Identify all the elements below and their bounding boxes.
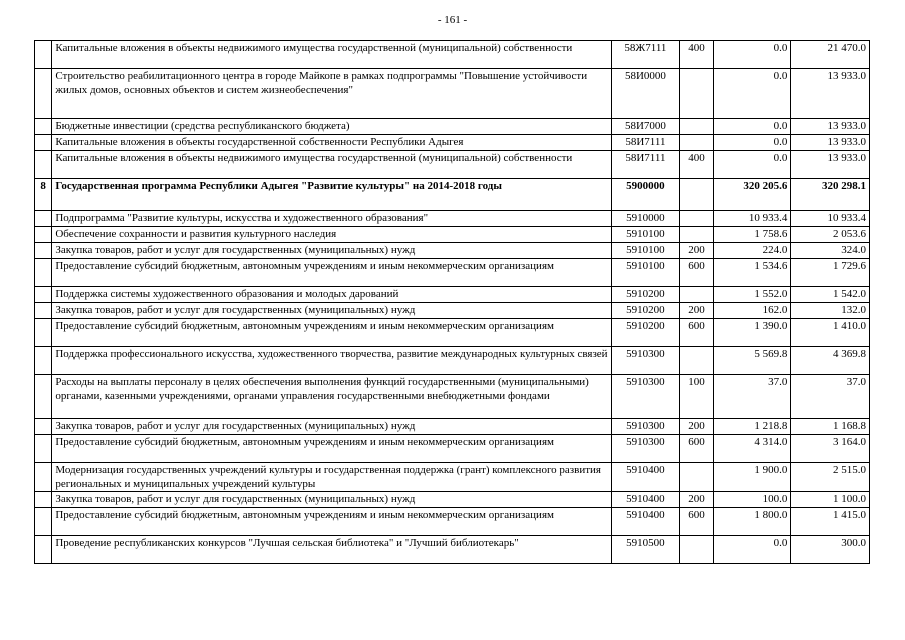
row-code: 58Ж7111 xyxy=(611,41,679,69)
row-code: 5910200 xyxy=(611,319,679,347)
row-expense-type xyxy=(680,463,714,492)
row-expense-type xyxy=(680,211,714,227)
row-code: 5910000 xyxy=(611,211,679,227)
table-row xyxy=(35,69,870,119)
budget-table-body xyxy=(35,41,870,564)
row-value-2015: 1 410.0 xyxy=(791,319,870,347)
row-value-2014: 37.0 xyxy=(713,375,791,419)
row-name: Бюджетные инвестиции (средства республиканского бюджета) xyxy=(52,119,611,135)
row-number xyxy=(35,151,52,179)
row-value-2014: 0.0 xyxy=(713,41,791,69)
row-expense-type xyxy=(680,347,714,375)
row-number xyxy=(35,419,52,435)
row-expense-type: 400 xyxy=(680,41,714,69)
row-name: Поддержка профессионального искусства, художественного творчества, развитие международных культурных связей xyxy=(52,347,611,375)
row-value-2014: 1 552.0 xyxy=(713,287,791,303)
row-name: Предоставление субсидий бюджетным, автономным учреждениям и иным некоммерческим организациям xyxy=(52,435,611,463)
row-value-2014: 4 314.0 xyxy=(713,435,791,463)
row-code: 5910400 xyxy=(611,463,679,492)
row-value-2014: 0.0 xyxy=(713,69,791,119)
row-name: Обеспечение сохранности и развития культурного наследия xyxy=(52,227,611,243)
table-row xyxy=(35,347,870,375)
row-code: 5900000 xyxy=(611,179,679,211)
row-value-2014: 162.0 xyxy=(713,303,791,319)
row-code: 5910400 xyxy=(611,492,679,508)
row-number xyxy=(35,41,52,69)
row-expense-type: 200 xyxy=(680,243,714,259)
row-expense-type xyxy=(680,536,714,564)
row-number: 8 xyxy=(35,179,52,211)
row-code: 5910100 xyxy=(611,259,679,287)
row-value-2015: 21 470.0 xyxy=(791,41,870,69)
row-value-2015: 132.0 xyxy=(791,303,870,319)
row-expense-type xyxy=(680,69,714,119)
row-name: Проведение республиканских конкурсов "Лучшая сельская библиотека" и "Лучший библиотекарь" xyxy=(52,536,611,564)
table-row xyxy=(35,303,870,319)
row-number xyxy=(35,303,52,319)
row-expense-type xyxy=(680,227,714,243)
row-expense-type: 600 xyxy=(680,508,714,536)
row-number xyxy=(35,347,52,375)
row-value-2014: 10 933.4 xyxy=(713,211,791,227)
table-row xyxy=(35,135,870,151)
row-value-2014: 0.0 xyxy=(713,135,791,151)
row-value-2014: 5 569.8 xyxy=(713,347,791,375)
table-row xyxy=(35,463,870,492)
table-row xyxy=(35,435,870,463)
row-expense-type xyxy=(680,287,714,303)
row-code: 5910300 xyxy=(611,375,679,419)
row-number xyxy=(35,135,52,151)
table-row xyxy=(35,492,870,508)
row-expense-type: 200 xyxy=(680,303,714,319)
row-value-2015: 13 933.0 xyxy=(791,135,870,151)
row-number xyxy=(35,536,52,564)
row-name: Капитальные вложения в объекты недвижимого имущества государственной (муниципальной) собственности xyxy=(52,41,611,69)
row-number xyxy=(35,508,52,536)
row-value-2014: 1 900.0 xyxy=(713,463,791,492)
table-row xyxy=(35,259,870,287)
row-expense-type: 600 xyxy=(680,435,714,463)
table-row xyxy=(35,211,870,227)
row-number xyxy=(35,375,52,419)
row-expense-type: 100 xyxy=(680,375,714,419)
row-value-2014: 0.0 xyxy=(713,151,791,179)
table-row xyxy=(35,375,870,419)
row-expense-type: 200 xyxy=(680,419,714,435)
row-value-2014: 1 758.6 xyxy=(713,227,791,243)
row-value-2015: 1 100.0 xyxy=(791,492,870,508)
table-row xyxy=(35,419,870,435)
row-name: Закупка товаров, работ и услуг для государственных (муниципальных) нужд xyxy=(52,303,611,319)
table-row xyxy=(35,508,870,536)
row-name: Предоставление субсидий бюджетным, автономным учреждениям и иным некоммерческим организациям xyxy=(52,508,611,536)
row-code: 58И7000 xyxy=(611,119,679,135)
row-number xyxy=(35,69,52,119)
table-row xyxy=(35,536,870,564)
row-expense-type: 600 xyxy=(680,259,714,287)
row-value-2014: 1 534.6 xyxy=(713,259,791,287)
row-code: 58И7111 xyxy=(611,135,679,151)
row-name: Подпрограмма "Развитие культуры, искусства и художественного образования" xyxy=(52,211,611,227)
row-value-2015: 1 542.0 xyxy=(791,287,870,303)
budget-table xyxy=(34,40,870,564)
row-number xyxy=(35,463,52,492)
row-value-2015: 13 933.0 xyxy=(791,119,870,135)
row-expense-type xyxy=(680,119,714,135)
row-expense-type: 400 xyxy=(680,151,714,179)
row-name: Предоставление субсидий бюджетным, автономным учреждениям и иным некоммерческим организациям xyxy=(52,259,611,287)
row-number xyxy=(35,319,52,347)
row-value-2014: 100.0 xyxy=(713,492,791,508)
row-code: 58И7111 xyxy=(611,151,679,179)
row-name: Капитальные вложения в объекты недвижимого имущества государственной (муниципальной) собственности xyxy=(52,151,611,179)
row-value-2014: 1 800.0 xyxy=(713,508,791,536)
table-row xyxy=(35,319,870,347)
row-value-2015: 1 168.8 xyxy=(791,419,870,435)
row-value-2015: 320 298.1 xyxy=(791,179,870,211)
row-value-2015: 2 053.6 xyxy=(791,227,870,243)
row-name: Закупка товаров, работ и услуг для государственных (муниципальных) нужд xyxy=(52,419,611,435)
row-name: Закупка товаров, работ и услуг для государственных (муниципальных) нужд xyxy=(52,492,611,508)
table-row xyxy=(35,179,870,211)
row-expense-type: 600 xyxy=(680,319,714,347)
row-value-2015: 300.0 xyxy=(791,536,870,564)
row-number xyxy=(35,259,52,287)
row-number xyxy=(35,492,52,508)
row-value-2014: 1 218.8 xyxy=(713,419,791,435)
table-row xyxy=(35,243,870,259)
row-value-2014: 320 205.6 xyxy=(713,179,791,211)
row-value-2015: 13 933.0 xyxy=(791,69,870,119)
row-code: 5910300 xyxy=(611,419,679,435)
row-value-2015: 13 933.0 xyxy=(791,151,870,179)
row-value-2014: 224.0 xyxy=(713,243,791,259)
row-code: 5910100 xyxy=(611,227,679,243)
row-value-2015: 37.0 xyxy=(791,375,870,419)
row-number xyxy=(35,227,52,243)
row-name: Строительство реабилитационного центра в городе Майкопе в рамках подпрограммы "Повышение устойчивости жилых домов, основных объектов и систем жизнеобеспечения" xyxy=(52,69,611,119)
row-value-2015: 10 933.4 xyxy=(791,211,870,227)
row-code: 5910300 xyxy=(611,435,679,463)
row-number xyxy=(35,287,52,303)
row-value-2015: 3 164.0 xyxy=(791,435,870,463)
table-row xyxy=(35,227,870,243)
row-name: Расходы на выплаты персоналу в целях обеспечения выполнения функций государственными (муниципальными) органами, казенными учреждениями, органами управления государственными внебюджетными фондами xyxy=(52,375,611,419)
row-number xyxy=(35,243,52,259)
row-code: 5910500 xyxy=(611,536,679,564)
table-row xyxy=(35,151,870,179)
table-row xyxy=(35,287,870,303)
row-name: Капитальные вложения в объекты государственной собственности Республики Адыгея xyxy=(52,135,611,151)
row-code: 58И0000 xyxy=(611,69,679,119)
row-number xyxy=(35,435,52,463)
row-code: 5910300 xyxy=(611,347,679,375)
table-row xyxy=(35,41,870,69)
row-name: Закупка товаров, работ и услуг для государственных (муниципальных) нужд xyxy=(52,243,611,259)
row-code: 5910400 xyxy=(611,508,679,536)
row-name: Государственная программа Республики Адыгея "Развитие культуры" на 2014-2018 годы xyxy=(52,179,611,211)
row-code: 5910100 xyxy=(611,243,679,259)
row-value-2015: 324.0 xyxy=(791,243,870,259)
row-value-2015: 4 369.8 xyxy=(791,347,870,375)
page-number: - 161 - xyxy=(437,14,468,26)
row-expense-type: 200 xyxy=(680,492,714,508)
row-code: 5910200 xyxy=(611,287,679,303)
table-row xyxy=(35,119,870,135)
row-number xyxy=(35,211,52,227)
row-name: Поддержка системы художественного образования и молодых дарований xyxy=(52,287,611,303)
row-number xyxy=(35,119,52,135)
row-value-2015: 1 729.6 xyxy=(791,259,870,287)
row-value-2015: 2 515.0 xyxy=(791,463,870,492)
row-value-2014: 0.0 xyxy=(713,536,791,564)
row-name: Модернизация государственных учреждений культуры и государственная поддержка (грант) комплексного развития региональных и муниципальных учреждений культуры xyxy=(52,463,611,492)
row-expense-type xyxy=(680,135,714,151)
row-code: 5910200 xyxy=(611,303,679,319)
row-value-2014: 0.0 xyxy=(713,119,791,135)
row-value-2014: 1 390.0 xyxy=(713,319,791,347)
row-value-2015: 1 415.0 xyxy=(791,508,870,536)
row-expense-type xyxy=(680,179,714,211)
row-name: Предоставление субсидий бюджетным, автономным учреждениям и иным некоммерческим организациям xyxy=(52,319,611,347)
